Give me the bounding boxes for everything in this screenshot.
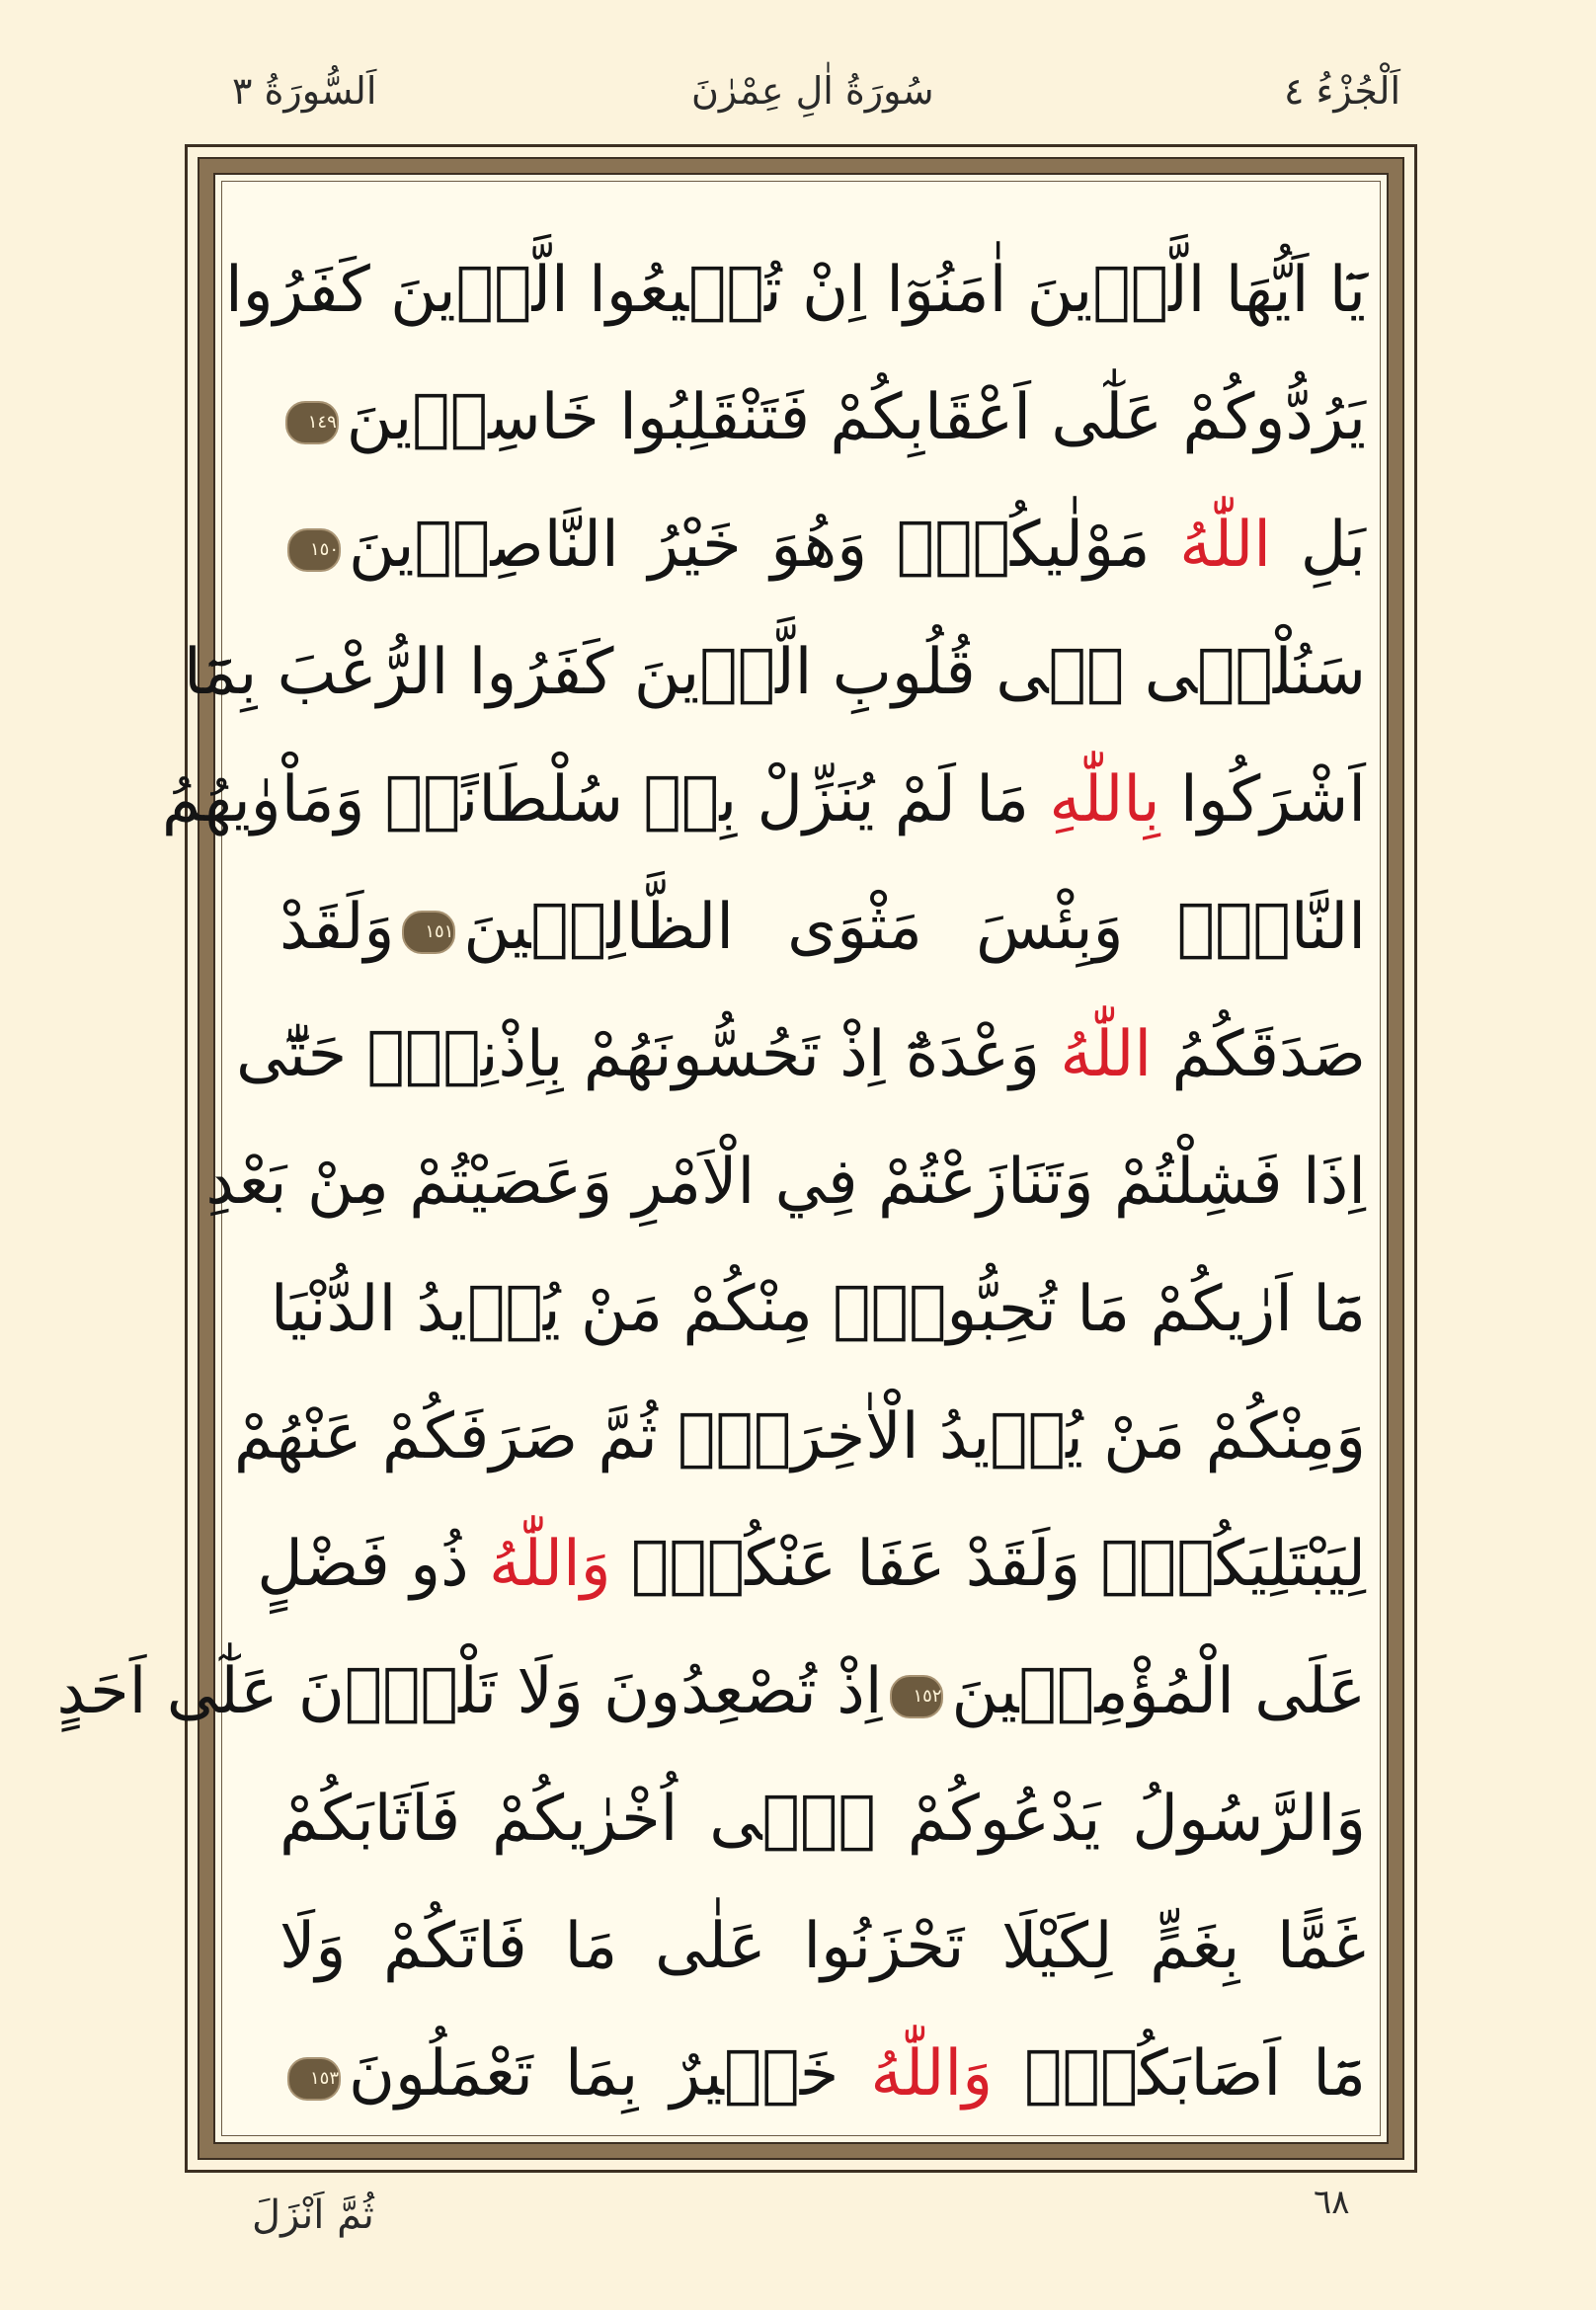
text-line bbox=[233, 1374, 1366, 1501]
text-area bbox=[56, 181, 1381, 2136]
divine-name-text: اللّٰهُ bbox=[1179, 509, 1272, 582]
verse-text: اَشْرَكُوا bbox=[1159, 763, 1366, 836]
text-line bbox=[270, 1246, 1366, 1374]
verse-text: يَرُدُّوكُمْ عَلٰٓى اَعْقَابِكُمْ فَتَنْقَلِبُوا خَاسِر۪ينَ bbox=[346, 381, 1366, 454]
verse-text: وَعْدَهُٓ اِذْ تَحُسُّونَهُمْ بِاِذْنِه۪ۚ حَتّٰٓى bbox=[235, 1018, 1061, 1091]
verse-text: صَدَقَكُمُ bbox=[1152, 1018, 1366, 1091]
verse-text: النَّارُۜ وَبِئْسَ مَثْوَى الظَّالِم۪ينَ bbox=[463, 891, 1366, 964]
verse-text: يَٓا اَيُّهَا الَّذ۪ينَ اٰمَنُوٓا اِنْ تُط۪يعُوا الَّذ۪ينَ كَفَرُوا bbox=[224, 254, 1366, 327]
ayah-number-marker: ١٥٢ bbox=[890, 1675, 943, 1718]
frame-border-band bbox=[56, 157, 1404, 2160]
verse-text: خَب۪يرٌ بِمَا تَعْمَلُونَ bbox=[349, 2037, 871, 2111]
text-line bbox=[56, 1629, 1366, 1756]
text-line bbox=[279, 482, 1366, 609]
verse-text: غَمًّا بِغَمٍّ لِكَيْلَا تَحْزَنُوا عَلٰى مَا فَاتَكُمْ وَلَا bbox=[279, 1910, 1366, 1983]
verse-text: مَٓا اَصَابَكُمْۜ bbox=[993, 2037, 1367, 2111]
verse-text: ذُو فَضْلٍ bbox=[257, 1528, 489, 1601]
verse-text: اِذَا فَشِلْتُمْ وَتَنَازَعْتُمْ فِي الْاَمْرِ وَعَصَيْتُمْ مِنْ بَعْدِ bbox=[205, 1146, 1366, 1219]
text-line bbox=[279, 1756, 1366, 1883]
ayah-number-marker: ١٤٩ bbox=[285, 401, 339, 444]
verse-text: مَوْلٰيكُمْۚ وَهُوَ خَيْرُ النَّاصِر۪ينَ bbox=[349, 509, 1180, 582]
verse-text: سَنُلْق۪ى ف۪ى قُلُوبِ الَّذ۪ينَ كَفَرُوا الرُّعْبَ بِمَٓا bbox=[184, 636, 1366, 709]
catchword: ثُمَّ اَنْزَلَ bbox=[252, 2192, 374, 2238]
verse-text: مَا لَمْ يُنَزِّلْ بِه۪ سُلْطَانًاۚ وَمَاْوٰيهُمُ bbox=[161, 763, 1050, 836]
ayah-number-marker: ١٥٣ bbox=[287, 2057, 341, 2101]
divine-name-text: اللّٰهُ bbox=[1060, 1018, 1153, 1091]
juz-label: اَلْجُزْءُ ٤ bbox=[1284, 69, 1401, 113]
surah-number: اَلسُّورَةُ ٣ bbox=[232, 69, 377, 113]
text-line bbox=[279, 2011, 1366, 2138]
page-footer bbox=[0, 2183, 1596, 2262]
text-line bbox=[235, 992, 1366, 1119]
surah-title: سُورَةُ اٰلِ عِمْرٰنَ bbox=[691, 69, 934, 113]
verse-text: اِذْ تُصْعِدُونَ وَلَا تَلْوُ۫نَ عَلٰٓى اَحَدٍ bbox=[56, 1655, 883, 1728]
ayah-number-marker: ١٥٠ bbox=[287, 528, 341, 572]
verse-text: وَمِنْكُمْ مَنْ يُر۪يدُ الْاٰخِرَةَۚ ثُمَّ صَرَفَكُمْ عَنْهُمْ bbox=[233, 1400, 1366, 1474]
text-line bbox=[205, 1119, 1366, 1246]
verse-text-block bbox=[56, 227, 1367, 2138]
divine-name-text: وَاللّٰهُ bbox=[488, 1528, 611, 1601]
divine-name-text: وَاللّٰهُ bbox=[870, 2037, 994, 2111]
verse-text: عَلَى الْمُؤْمِن۪ينَ bbox=[951, 1655, 1366, 1728]
page-header bbox=[0, 69, 1596, 138]
verse-text: مَٓا اَرٰيكُمْ مَا تُحِبُّونَۜ مِنْكُمْ مَنْ يُر۪يدُ الدُّنْيَا bbox=[270, 1273, 1366, 1346]
text-line bbox=[257, 1501, 1366, 1629]
verse-text: بَلِ bbox=[1271, 509, 1367, 582]
text-line bbox=[279, 864, 1366, 992]
verse-text: وَالرَّسُولُ يَدْعُوكُمْ ف۪ٓى اُخْرٰيكُمْ فَاَثَابَكُمْ bbox=[279, 1783, 1366, 1856]
text-line bbox=[279, 1883, 1366, 2011]
page-frame bbox=[56, 144, 1417, 2173]
text-line bbox=[279, 355, 1366, 482]
verse-text: لِيَبْتَلِيَكُمْۚ وَلَقَدْ عَفَا عَنْكُمْۜ bbox=[610, 1528, 1366, 1601]
page-number: ٦٨ bbox=[1314, 2183, 1350, 2222]
text-line bbox=[184, 609, 1366, 737]
text-line bbox=[161, 737, 1366, 864]
ayah-number-marker: ١٥١ bbox=[402, 911, 455, 954]
divine-name-text: بِاللّٰهِ bbox=[1049, 763, 1160, 836]
frame-inner bbox=[56, 173, 1389, 2144]
verse-text: وَلَقَدْ bbox=[279, 891, 395, 964]
text-line bbox=[224, 227, 1366, 355]
